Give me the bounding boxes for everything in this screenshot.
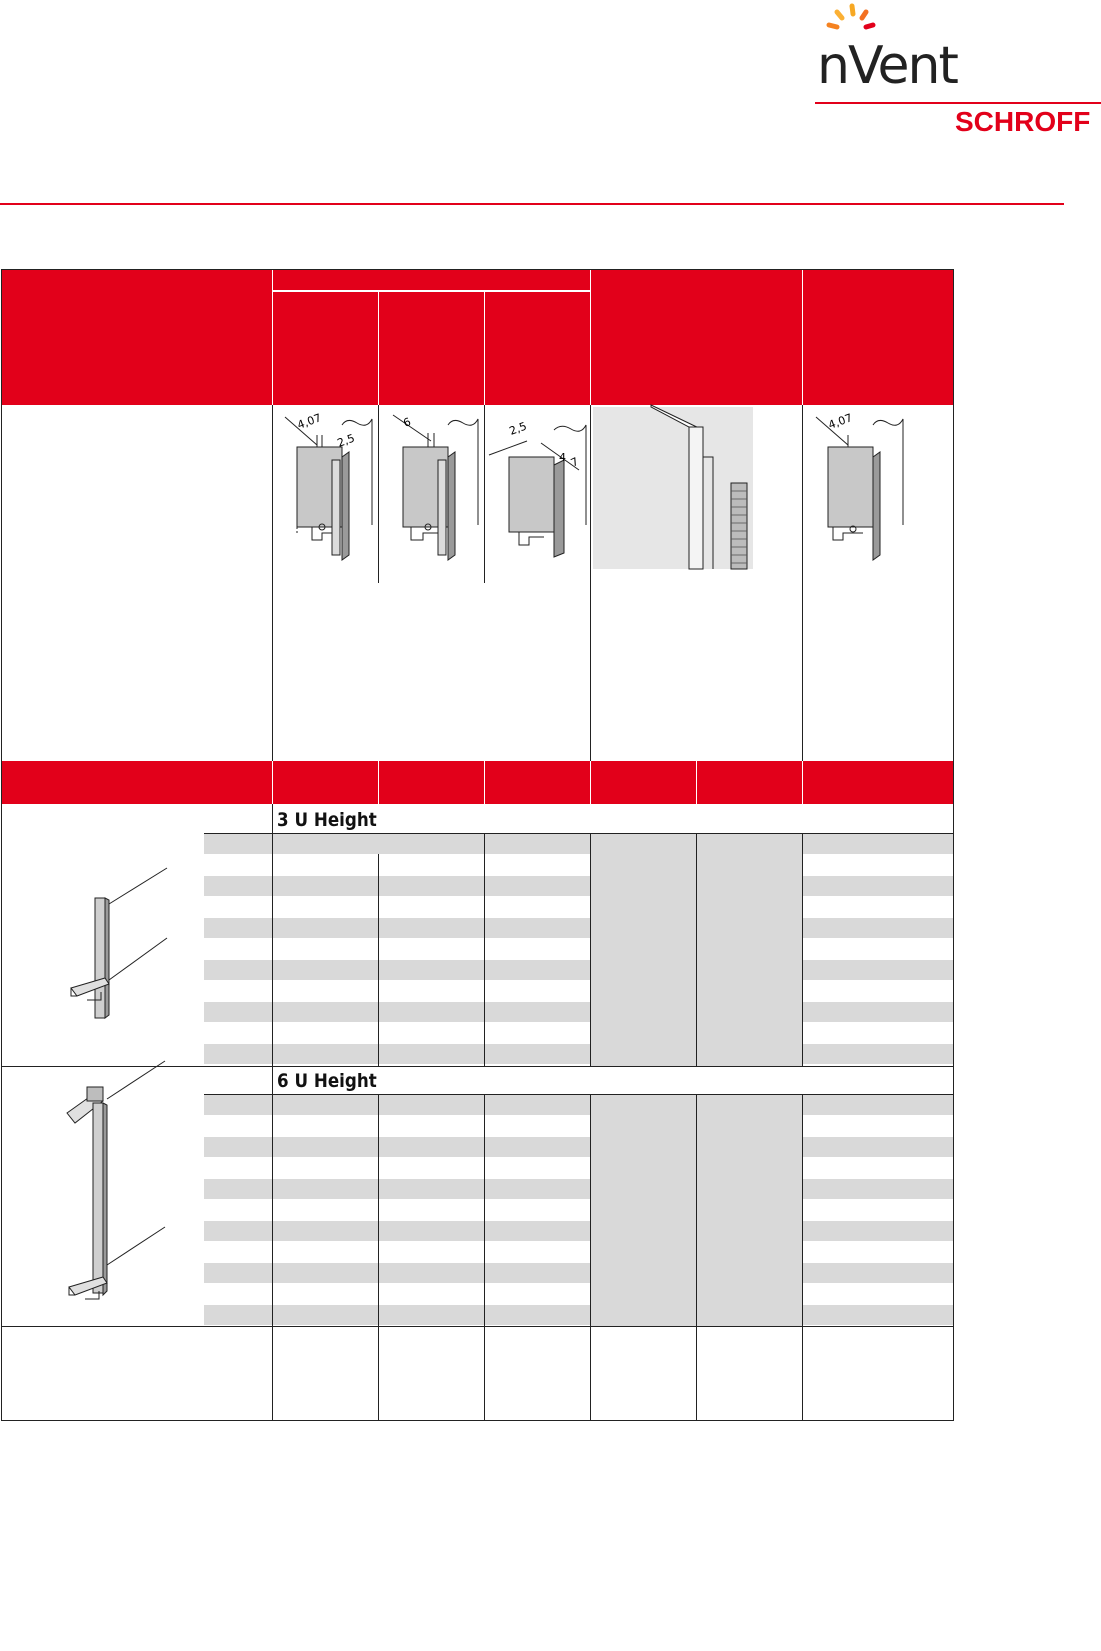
3u-front-panel-icon [57,860,197,1010]
header-divider [802,270,803,405]
gasket-profile-icon [591,405,803,575]
header-divider [484,291,485,405]
page-header-rule [0,203,1064,205]
section-title-3u: 3 U Height [277,809,377,831]
logo-subbrand: SCHROFF [955,106,1091,137]
column-header-band [2,761,953,804]
profile-b-icon [383,405,483,570]
dim-label: 6 [401,415,413,430]
header-divider [378,291,379,405]
dim-label: 7 [568,454,581,470]
header-divider [590,270,591,405]
logo-rule [815,102,1101,104]
profile-c-icon [489,405,589,570]
dim-label: 4,07 [826,411,855,432]
dim-label: 2,5 [507,419,529,438]
dim-label: 4,07 [295,411,324,432]
header-divider [272,290,590,292]
nvent-schroff-logo [815,0,1101,140]
header-divider [272,270,273,405]
logo-wordmark: nVent [817,36,957,96]
product-table [1,269,954,1421]
profile-a-icon [277,405,377,570]
6u-front-panel-icon [57,1075,197,1320]
profile-e-icon [808,405,908,570]
dim-label: 2,5 [335,431,357,450]
dim-label: 4 [559,451,566,464]
section-title-6u: 6 U Height [277,1070,377,1092]
